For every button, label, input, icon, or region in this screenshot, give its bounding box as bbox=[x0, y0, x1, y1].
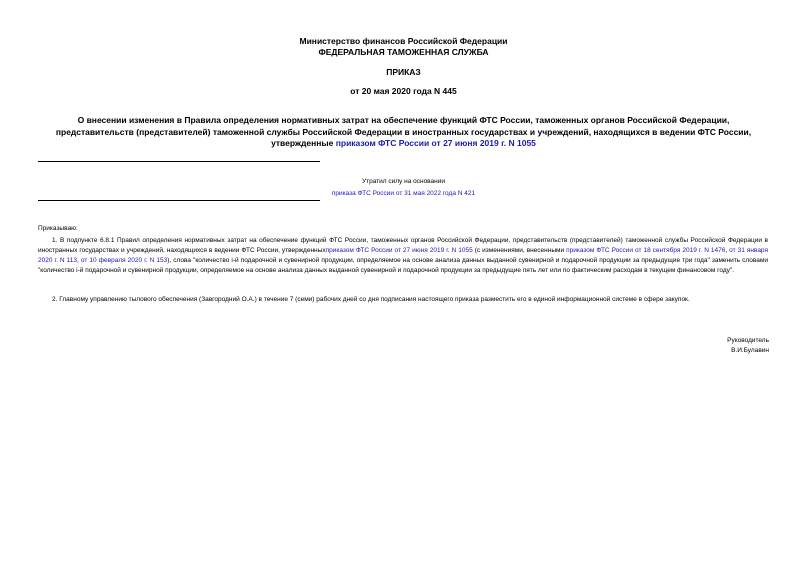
p1-text-b: (с изменениями, внесенными bbox=[472, 247, 567, 254]
p1-text-c: , bbox=[725, 247, 730, 254]
doc-title bbox=[20, 115, 787, 150]
separator-bottom bbox=[38, 200, 320, 201]
p1-link-order-1476[interactable]: приказом ФТС России от 18 сентября 2019 г. N 1476 bbox=[566, 247, 726, 254]
title-line-2: представительств (представителей) таможенной службы Российской Федерации в иностранных государствах и учреждений, находящихся в ведении ФТС России, bbox=[55, 126, 752, 137]
p1-link-order-153[interactable]: от 10 февраля 2020 г. N 153 bbox=[80, 257, 168, 264]
order-intro: Приказываю: bbox=[38, 225, 78, 232]
p1-text-e: ), слова "количество i-й подарочной и сувенирной продукции, определяемое на основе анализа данных выданной сувенирной и подарочной продукции за предыдущие три года" заменить словами "количество i-й подарочной и сувенирной продукции, определяемое на основе анализа данных выданной сувенирной и подарочной продукции за предыдущие пять лет или по фактическим расходам в текущем финансовом году". bbox=[38, 257, 768, 274]
separator-top bbox=[38, 161, 320, 162]
p1-link-order-113[interactable]: от 31 января 2020 г. N 113 bbox=[38, 247, 768, 264]
paragraph-1 bbox=[38, 236, 768, 276]
title-line-3 bbox=[20, 138, 787, 150]
p1-link-order-1055[interactable]: приказом ФТС России от 27 июня 2019 г. N 1055 bbox=[325, 247, 473, 254]
title-line-1: О внесении изменения в Правила определения нормативных затрат на обеспечение функций ФТС России, таможенных органов Российской Федерации, bbox=[77, 115, 730, 125]
title-prefix: утвержденные bbox=[271, 138, 336, 148]
title-order-link[interactable]: приказом ФТС России от 27 июня 2019 г. N 1055 bbox=[335, 138, 536, 148]
paragraph-2: 2. Главному управлению тылового обеспечения (Завгородний О.А.) в течение 7 (семи) рабочих дней со дня подписания настоящего приказа разместить его в единой информационной системе в сфере закупок. bbox=[52, 296, 690, 303]
status-lost-force: Утратил силу на основании bbox=[361, 178, 446, 185]
service-name: ФЕДЕРАЛЬНАЯ ТАМОЖЕННАЯ СЛУЖБА bbox=[318, 47, 489, 57]
status-basis-link[interactable]: приказа ФТС России от 31 мая 2022 года N 421 bbox=[331, 190, 476, 197]
p1-text-d: , bbox=[77, 257, 81, 264]
doc-date-number: от 20 мая 2020 года N 445 bbox=[350, 86, 457, 96]
status-block bbox=[20, 176, 787, 200]
ministry-name: Министерство финансов Российской Федерации bbox=[299, 36, 508, 46]
p1-text-a: 1. В подпункте 6.8.1 Правил определения нормативных затрат на обеспечение функций ФТС России, таможенных органов Российской Федерации, представительств (представителей) таможенной службы Российской Федерации в иностранных государствах и учреждений, находящихся в ведении ФТС России, утвержденных bbox=[38, 237, 768, 254]
signer-name: В.И.Булавин bbox=[731, 347, 769, 354]
signer-position: Руководитель bbox=[727, 337, 769, 344]
signature-block bbox=[727, 336, 769, 356]
doc-header bbox=[20, 36, 787, 58]
doc-type: ПРИКАЗ bbox=[386, 67, 421, 77]
